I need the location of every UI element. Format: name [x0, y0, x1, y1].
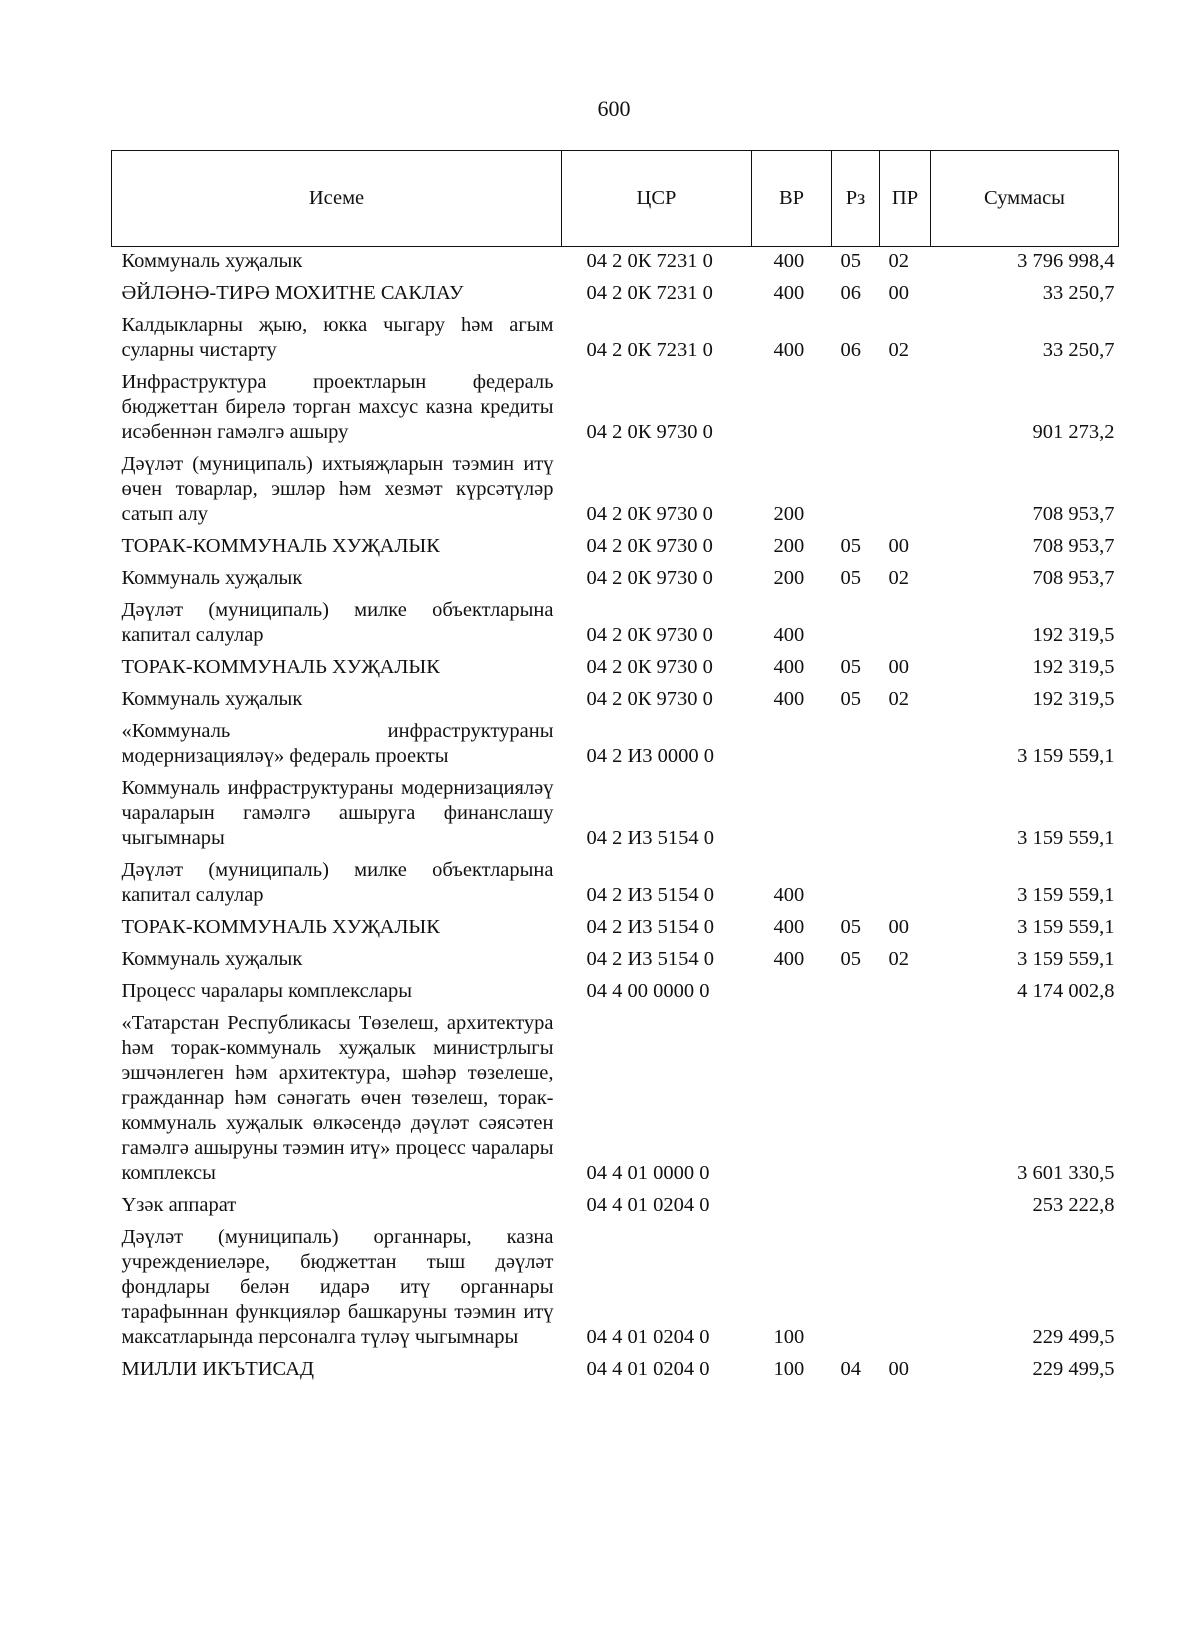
cell-name: Дәүләт (муниципаль) милке объектларына капитал салулар [121, 859, 554, 906]
table-row [112, 247, 1119, 282]
cell-rz: 06 [840, 339, 861, 361]
table-body [112, 247, 1119, 1390]
cell-csr: 04 2 0К 9730 0 [586, 535, 713, 557]
cell-name: «Коммуналь инфраструктураны модернизацияләү» федераль проекты [121, 720, 554, 767]
cell-vr: 400 [773, 339, 805, 361]
cell-vr: 200 [773, 535, 805, 557]
header-csr: ЦСР [562, 151, 752, 247]
cell-rz [832, 1225, 880, 1357]
cell-rz [832, 776, 880, 858]
cell-name: Коммуналь хуҗалык [121, 250, 303, 272]
table-row [112, 947, 1119, 979]
cell-name: «Татарстан Республикасы Төзелеш, архитектура һәм торак-коммуналь хуҗалык министрлыгы эшчәнлеген һәм архитектура, шәһәр төзелеше, гражданнар һәм сәнәгать өчен төзелеш, торак-коммуналь хуҗалык өлкәсендә дәүләт сәясәтен гамәлгә ашыруны тәэмин итү» процесс чаралары комплексы [121, 1012, 554, 1184]
cell-name: Коммуналь хуҗалык [121, 688, 303, 710]
cell-csr: 04 2 0К 9730 0 [586, 421, 713, 443]
cell-sum: 708 953,7 [1032, 567, 1115, 589]
cell-sum: 253 222,8 [1032, 1194, 1115, 1216]
table-header [112, 151, 1119, 247]
cell-rz [832, 719, 880, 776]
cell-sum: 3 159 559,1 [1017, 745, 1115, 767]
budget-table [111, 150, 1119, 1389]
cell-pr: 00 [888, 282, 909, 304]
cell-csr: 04 4 00 0000 0 [586, 980, 710, 1002]
cell-vr: 400 [773, 656, 805, 678]
cell-csr: 04 2 И3 5154 0 [586, 827, 715, 849]
table-row [112, 281, 1119, 313]
cell-pr: 02 [888, 948, 909, 970]
cell-name: Коммуналь хуҗалык [121, 567, 303, 589]
table-row [112, 776, 1119, 858]
cell-pr: 02 [888, 250, 909, 272]
cell-rz [832, 1011, 880, 1193]
table-row [112, 1193, 1119, 1225]
table-row [112, 313, 1119, 370]
cell-rz: 05 [840, 688, 861, 710]
cell-sum: 229 499,5 [1032, 1358, 1115, 1380]
cell-sum: 3 159 559,1 [1017, 948, 1115, 970]
table-row [112, 1011, 1119, 1193]
cell-pr: 00 [888, 656, 909, 678]
cell-csr: 04 4 01 0204 0 [586, 1194, 710, 1216]
cell-vr [752, 370, 832, 452]
cell-sum: 3 159 559,1 [1017, 827, 1115, 849]
cell-sum: 708 953,7 [1032, 535, 1115, 557]
cell-rz: 05 [840, 916, 861, 938]
cell-csr: 04 4 01 0204 0 [586, 1326, 710, 1348]
header-pr: ПР [880, 151, 931, 247]
table-row [112, 452, 1119, 534]
cell-sum: 3 601 330,5 [1017, 1162, 1115, 1184]
table-row [112, 915, 1119, 947]
cell-pr [880, 1193, 931, 1225]
cell-csr: 04 2 0К 9730 0 [586, 567, 713, 589]
cell-pr: 02 [888, 567, 909, 589]
cell-pr: 00 [888, 535, 909, 557]
cell-rz: 05 [840, 535, 861, 557]
cell-vr: 200 [773, 503, 805, 525]
cell-sum: 3 159 559,1 [1017, 884, 1115, 906]
header-sum: Суммасы [931, 151, 1119, 247]
cell-rz [832, 370, 880, 452]
cell-pr [880, 719, 931, 776]
cell-pr [880, 979, 931, 1011]
table-row [112, 1225, 1119, 1357]
table-row [112, 566, 1119, 598]
cell-name: Дәүләт (муниципаль) ихтыяҗларын тәэмин итү өчен товарлар, эшләр һәм хезмәт күрсәтүләр сатып алу [121, 453, 554, 525]
cell-rz [832, 1193, 880, 1225]
cell-vr: 100 [773, 1358, 805, 1380]
table-row [112, 534, 1119, 566]
cell-pr [880, 776, 931, 858]
cell-sum: 3 159 559,1 [1017, 916, 1115, 938]
cell-pr [880, 598, 931, 655]
cell-sum: 229 499,5 [1032, 1326, 1115, 1348]
cell-rz: 05 [840, 567, 861, 589]
cell-csr: 04 2 0К 7231 0 [586, 282, 713, 304]
cell-csr: 04 4 01 0000 0 [586, 1162, 710, 1184]
cell-csr: 04 2 0К 9730 0 [586, 624, 713, 646]
cell-vr: 100 [773, 1326, 805, 1348]
cell-name: Коммуналь инфраструктураны модернизацияләү чараларын гамәлгә ашыруга финанслашу чыгымнары [121, 777, 554, 849]
cell-vr: 400 [773, 916, 805, 938]
cell-rz [832, 979, 880, 1011]
cell-name: ТОРАК-КОММУНАЛЬ ХУҖАЛЫК [121, 535, 440, 557]
cell-sum: 901 273,2 [1032, 421, 1115, 443]
table-row [112, 1357, 1119, 1389]
cell-csr: 04 2 0К 9730 0 [586, 656, 713, 678]
cell-csr: 04 2 И3 5154 0 [586, 916, 715, 938]
cell-pr: 02 [888, 339, 909, 361]
cell-csr: 04 2 0К 9730 0 [586, 688, 713, 710]
cell-csr: 04 2 0К 7231 0 [586, 250, 713, 272]
table-row [112, 719, 1119, 776]
cell-pr: 02 [888, 688, 909, 710]
cell-vr: 200 [773, 567, 805, 589]
cell-csr: 04 2 И3 5154 0 [586, 948, 715, 970]
cell-rz [832, 858, 880, 915]
cell-name: Калдыкларны җыю, юкка чыгару һәм агым суларны чистарту [121, 314, 554, 361]
cell-rz: 06 [840, 282, 861, 304]
cell-csr: 04 2 И3 5154 0 [586, 884, 715, 906]
cell-name: Процесс чаралары комплекслары [121, 980, 413, 1002]
cell-sum: 33 250,7 [1042, 282, 1115, 304]
cell-vr [752, 979, 832, 1011]
cell-name: Коммуналь хуҗалык [121, 948, 303, 970]
cell-rz: 05 [840, 656, 861, 678]
cell-pr [880, 1225, 931, 1357]
cell-pr: 00 [888, 1358, 909, 1380]
cell-vr [752, 1011, 832, 1193]
cell-csr: 04 2 И3 0000 0 [586, 745, 715, 767]
cell-vr: 400 [773, 282, 805, 304]
cell-vr: 400 [773, 884, 805, 906]
cell-sum: 192 319,5 [1032, 656, 1115, 678]
cell-name: Дәүләт (муниципаль) милке объектларына капитал салулар [121, 599, 554, 646]
cell-name: ТОРАК-КОММУНАЛЬ ХУҖАЛЫК [121, 916, 440, 938]
cell-vr [752, 719, 832, 776]
cell-rz: 05 [840, 250, 861, 272]
cell-vr [752, 776, 832, 858]
cell-rz: 04 [840, 1358, 861, 1380]
cell-pr [880, 1011, 931, 1193]
table-row [112, 598, 1119, 655]
cell-name: ӘЙЛӘНӘ-ТИРӘ МОХИТНЕ САКЛАУ [121, 282, 464, 304]
cell-vr: 400 [773, 948, 805, 970]
header-name: Исеме [112, 151, 562, 247]
cell-rz: 05 [840, 948, 861, 970]
cell-pr [880, 452, 931, 534]
cell-sum: 33 250,7 [1042, 339, 1115, 361]
table-row [112, 858, 1119, 915]
cell-vr: 400 [773, 250, 805, 272]
table-row [112, 655, 1119, 687]
cell-name: Үзәк аппарат [121, 1194, 237, 1216]
cell-name: Дәүләт (муниципаль) органнары, казна учреждениеләре, бюджеттан тыш дәүләт фондлары белән идарә итү органнары тарафыннан функцияләр башкаруны тәэмин итү максатларында персоналга түләү чыгымнары [121, 1226, 554, 1348]
cell-sum: 192 319,5 [1032, 624, 1115, 646]
cell-sum: 192 319,5 [1032, 688, 1115, 710]
cell-rz [832, 598, 880, 655]
cell-pr [880, 370, 931, 452]
cell-csr: 04 2 0К 7231 0 [586, 339, 713, 361]
cell-csr: 04 2 0К 9730 0 [586, 503, 713, 525]
header-rz: Рз [832, 151, 880, 247]
cell-vr [752, 1193, 832, 1225]
cell-pr [880, 858, 931, 915]
cell-pr: 00 [888, 916, 909, 938]
cell-vr: 400 [773, 688, 805, 710]
cell-rz [832, 452, 880, 534]
table-row [112, 687, 1119, 719]
cell-name: МИЛЛИ ИКЪТИСАД [121, 1358, 314, 1380]
cell-csr: 04 4 01 0204 0 [586, 1358, 710, 1380]
cell-name: ТОРАК-КОММУНАЛЬ ХУҖАЛЫК [121, 656, 440, 678]
cell-sum: 708 953,7 [1032, 503, 1115, 525]
header-vr: ВР [752, 151, 832, 247]
cell-sum: 4 174 002,8 [1017, 980, 1115, 1002]
page-number: 600 [597, 96, 631, 121]
table-row [112, 370, 1119, 452]
cell-sum: 3 796 998,4 [1017, 250, 1115, 272]
cell-name: Инфраструктура проектларын федераль бюджеттан бирелә торган махсус казна кредиты исәбеннән гамәлгә ашыру [121, 371, 554, 443]
table-row [112, 979, 1119, 1011]
cell-vr: 400 [773, 624, 805, 646]
